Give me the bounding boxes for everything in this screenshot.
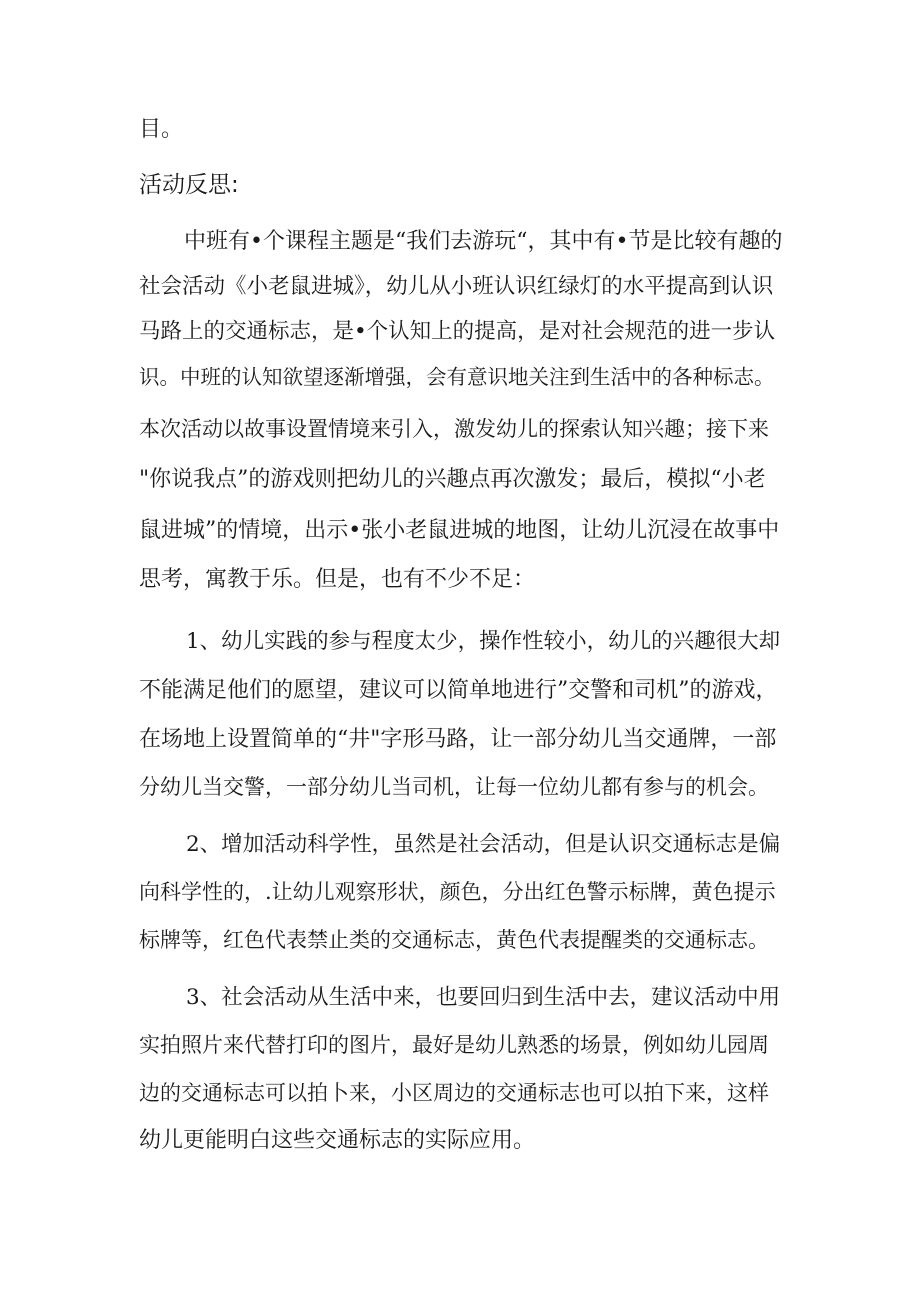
paragraph-line: 识。中班的认知欲望逐渐增强，会有意识地关注到生活中的各种标志。 bbox=[139, 365, 775, 389]
paragraph-line: 向科学性的，.让幼儿观察形状，颜色，分出红色警示标牌，黄色提示 bbox=[139, 880, 776, 904]
paragraph-line: 边的交通标志可以拍卜来，小区周边的交通标志也可以拍下来，这样 bbox=[139, 1081, 769, 1105]
paragraph-line: 鼠进城”的情境，出示•张小老鼠进城的地图，让幼儿沉浸在故事中 bbox=[139, 518, 780, 543]
paragraph-line: 马路上的交通标志，是•个认知上的提高，是对社会规范的进一步认 bbox=[139, 319, 776, 344]
paragraph-line: "你说我点”的游戏则把幼儿的兴趣点再次激发；最后，模拟“小老 bbox=[139, 467, 766, 492]
paragraph-line: 中班有•个课程主题是“我们去游玩“，其中有•节是比较有趣的 bbox=[184, 229, 783, 254]
paragraph-line: 社会活动《小老鼠进城》，幼儿从小班认识红绿灯的水平提高到认识 bbox=[139, 274, 774, 299]
paragraph-line: 在场地上设置简单的“井"字形马路，让一部分幼儿当交通牌，一部 bbox=[139, 727, 777, 752]
paragraph-line: 思考，寓教于乐。但是，也有不少不足： bbox=[139, 567, 536, 592]
continuation-text: 目。 bbox=[139, 117, 184, 142]
paragraph-line: 标牌等，红色代表禁止类的交通标志，黄色代表提醒类的交通标志。 bbox=[139, 928, 769, 952]
paragraph-line: 分幼儿当交警，一部分幼儿当司机，让每一位幼儿都有参与的机会。 bbox=[139, 775, 769, 799]
paragraph-line: 1、幼儿实践的参与程度太少，操作性较小，幼儿的兴趣很大却 bbox=[186, 629, 781, 654]
paragraph-line: 3、社会活动从生活中来，也要回归到生活中去，建议活动中用 bbox=[186, 985, 781, 1010]
paragraph-line: 2、增加活动科学性，虽然是社会活动，但是认识交通标志是偏 bbox=[186, 832, 781, 857]
paragraph-line: 实拍照片来代替打印的图片，最好是幼儿熟悉的场景，例如幼儿园周 bbox=[139, 1033, 769, 1057]
paragraph-line: 幼儿更能明白这些交通标志的实际应用。 bbox=[139, 1128, 536, 1153]
section-heading: 活动反思: bbox=[139, 172, 239, 198]
paragraph-line: 本次活动以故事设置情境来引入，激发幼儿的探索认知兴趣；接下来 bbox=[139, 417, 769, 441]
paragraph-line: 不能满足他们的愿望，建议可以简单地进行”交警和司机”的游戏， bbox=[139, 678, 778, 703]
